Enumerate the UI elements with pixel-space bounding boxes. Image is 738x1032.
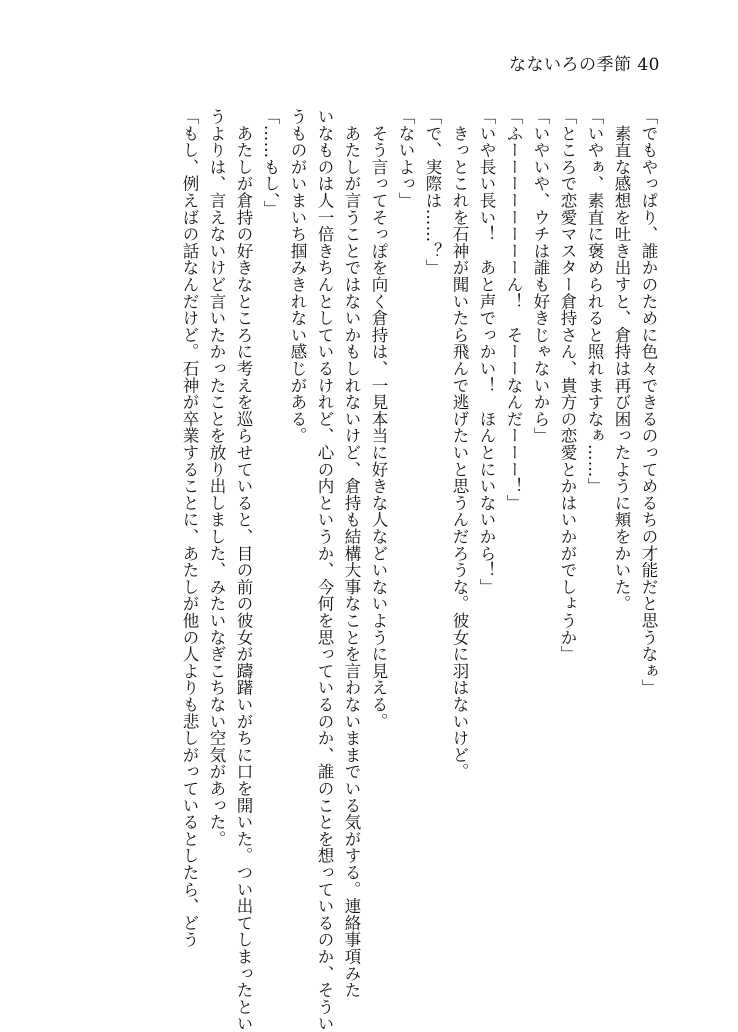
text-line: 「ところで恋愛マスター倉持さん、貴方の恋愛とかはいかがでしょうか」 [558, 108, 577, 663]
text-line: 素直な感想を吐き出すと、倉持は再び困ったように頬をかいた。 [612, 108, 631, 612]
running-title: なないろの季節 [508, 55, 632, 75]
vertical-body-text [176, 108, 662, 1032]
text-line: そう言ってそっぽを向く倉持は、一見本当に好きな人などいないように見える。 [369, 108, 388, 730]
text-line: うよりは、言えないけど言いたかったことを放り出しました、みたいなぎこちない空気があった。 [207, 108, 226, 848]
text-line: 「ないよっ」 [396, 108, 415, 209]
page-header [509, 50, 660, 75]
text-line: きっとこれを石神が聞いたら飛んで逃げたいと思うんだろうな。彼女に羽はないけど。 [450, 108, 469, 780]
text-line: あたしが言うことではないかもしれないけど、倉持も結構大事なことを言わないままでいる気がする。連絡事項みた [342, 108, 361, 999]
text-line: いなものは人一倍きちんとしているけれど、心の内というか、今何を思っているのか、誰のことを想っているのか、そうい [315, 108, 334, 1032]
text-line: 「いやぁ、素直に褒められると照れますなぁ……」 [585, 108, 604, 495]
text-line: 「もし、例えばの話なんだけど。石神が卒業することに、あたしが他の人よりも悲しがっているとしたら、どう [180, 108, 199, 948]
text-line: あたしが倉持の好きなところに考えを巡らせていると、目の前の彼女が躊躇いがちに口を開いた。つい出てしまったとい [234, 108, 253, 1032]
text-line: 「いやいや、ウチは誰も好きじゃないから」 [531, 108, 550, 444]
text-line: うものがいまいち掴みきれない感じがある。 [288, 108, 307, 444]
text-line: 「で、実際は……？」 [423, 108, 442, 276]
text-line: 「でもやっぱり、誰かのために色々できるのってめるちの才能だと思うなぁ」 [639, 108, 658, 696]
page-number: 40 [637, 55, 660, 75]
text-line: 「……もし、」 [261, 108, 280, 218]
text-line: 「ふーーーーーーーーん！ そーーなんだーーー！」 [504, 108, 523, 512]
text-line: 「いや長い長い！ あと声でっかい！ ほんとにいないから！」 [477, 108, 496, 596]
